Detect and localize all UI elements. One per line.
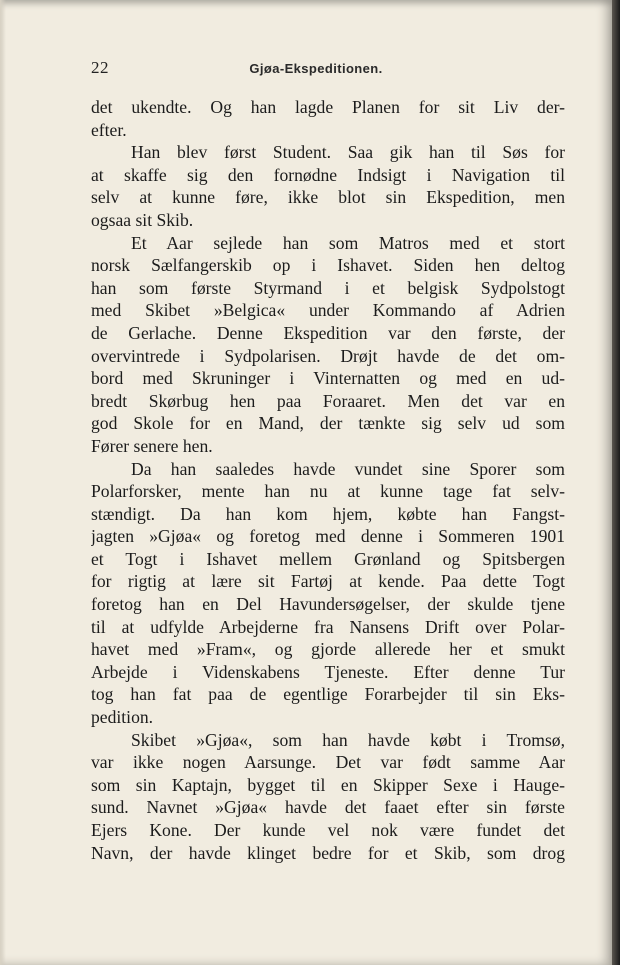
running-head: Gjøa-Ekspeditionen. [249, 61, 383, 76]
page-gutter-shade [0, 0, 6, 965]
text-line: god Skole for en Mand, der tænkte sig selv ud som [91, 413, 565, 434]
text-line: bord med Skruninger i Vinternatten og med en ud- [91, 368, 565, 389]
text-line: han som første Styrmand i et belgisk Sydpolstogt [91, 277, 565, 298]
text-line: norsk Sælfangerskib op i Ishavet. Siden hen deltog [91, 255, 565, 276]
text-line: de Gerlache. Denne Ekspedition var den første, der [91, 322, 565, 343]
text-line: Han blev først Student. Saa gik han til Søs for [131, 142, 565, 163]
text-line: ogsaa sit Skib. [91, 209, 194, 230]
text-line: at skaffe sig den fornødne Indsigt i Navigation til [91, 164, 565, 185]
text-line: Polarforsker, mente han nu at kunne tage fat selv- [91, 481, 565, 502]
text-line: sund. Navnet »Gjøa« havde det faaet efter sin første [91, 797, 565, 818]
text-line: Et Aar sejlede han som Matros med et stort [131, 232, 565, 253]
text-line: stændigt. Da han kom hjem, købte han Fangst- [91, 503, 565, 524]
text-line: med Skibet »Belgica« under Kommando af Adrien [91, 300, 565, 321]
text-line: bredt Skørbug hen paa Foraaret. Men det var en [91, 390, 565, 411]
body-text [91, 96, 565, 864]
text-line: Navn, der havde klinget bedre for et Skib, som drog [91, 842, 565, 863]
text-line: pedition. [91, 707, 154, 728]
text-line: efter. [91, 119, 127, 140]
text-line: til at udfylde Arbejderne fra Nansens Drift over Polar- [91, 616, 565, 637]
text-line: havet med »Fram«, og gjorde allerede her et smukt [91, 639, 565, 660]
text-line: for rigtig at lære sit Fartøj at kende. Paa dette Togt [91, 571, 565, 592]
text-line: Ejers Kone. Der kunde vel nok være fundet det [91, 820, 565, 840]
text-line: et Togt i Ishavet mellem Grønland og Spitsbergen [91, 548, 565, 569]
text-line: Arbejde i Videnskabens Tjeneste. Efter denne Tur [91, 661, 565, 682]
text-line: Skibet »Gjøa«, som han havde købt i Tromsø, [131, 729, 565, 750]
page-edge [612, 0, 620, 965]
text-line: var ikke nogen Aarsunge. Det var født samme Aar [91, 752, 565, 773]
text-line: jagten »Gjøa« og foretog med denne i Sommeren 1901 [91, 526, 565, 547]
page-number: 22 [91, 58, 109, 77]
text-line: Fører senere hen. [91, 435, 213, 456]
text-line: overvintrede i Sydpolarisen. Drøjt havde de det om- [91, 345, 565, 366]
text-line: Da han saaledes havde vundet sine Sporer som [131, 458, 565, 479]
text-line: tog han fat paa de egentlige Forarbejder til sin Eks- [91, 684, 565, 705]
text-line: foretog han en Del Havundersøgelser, der skulde tjene [91, 594, 565, 615]
text-line: det ukendte. Og han lagde Planen for sit Liv der- [91, 97, 565, 117]
text-line: som sin Kaptajn, bygget til en Skipper Sexe i Hauge- [91, 774, 565, 795]
text-line: selv at kunne føre, ikke blot sin Ekspedition, men [91, 187, 565, 208]
